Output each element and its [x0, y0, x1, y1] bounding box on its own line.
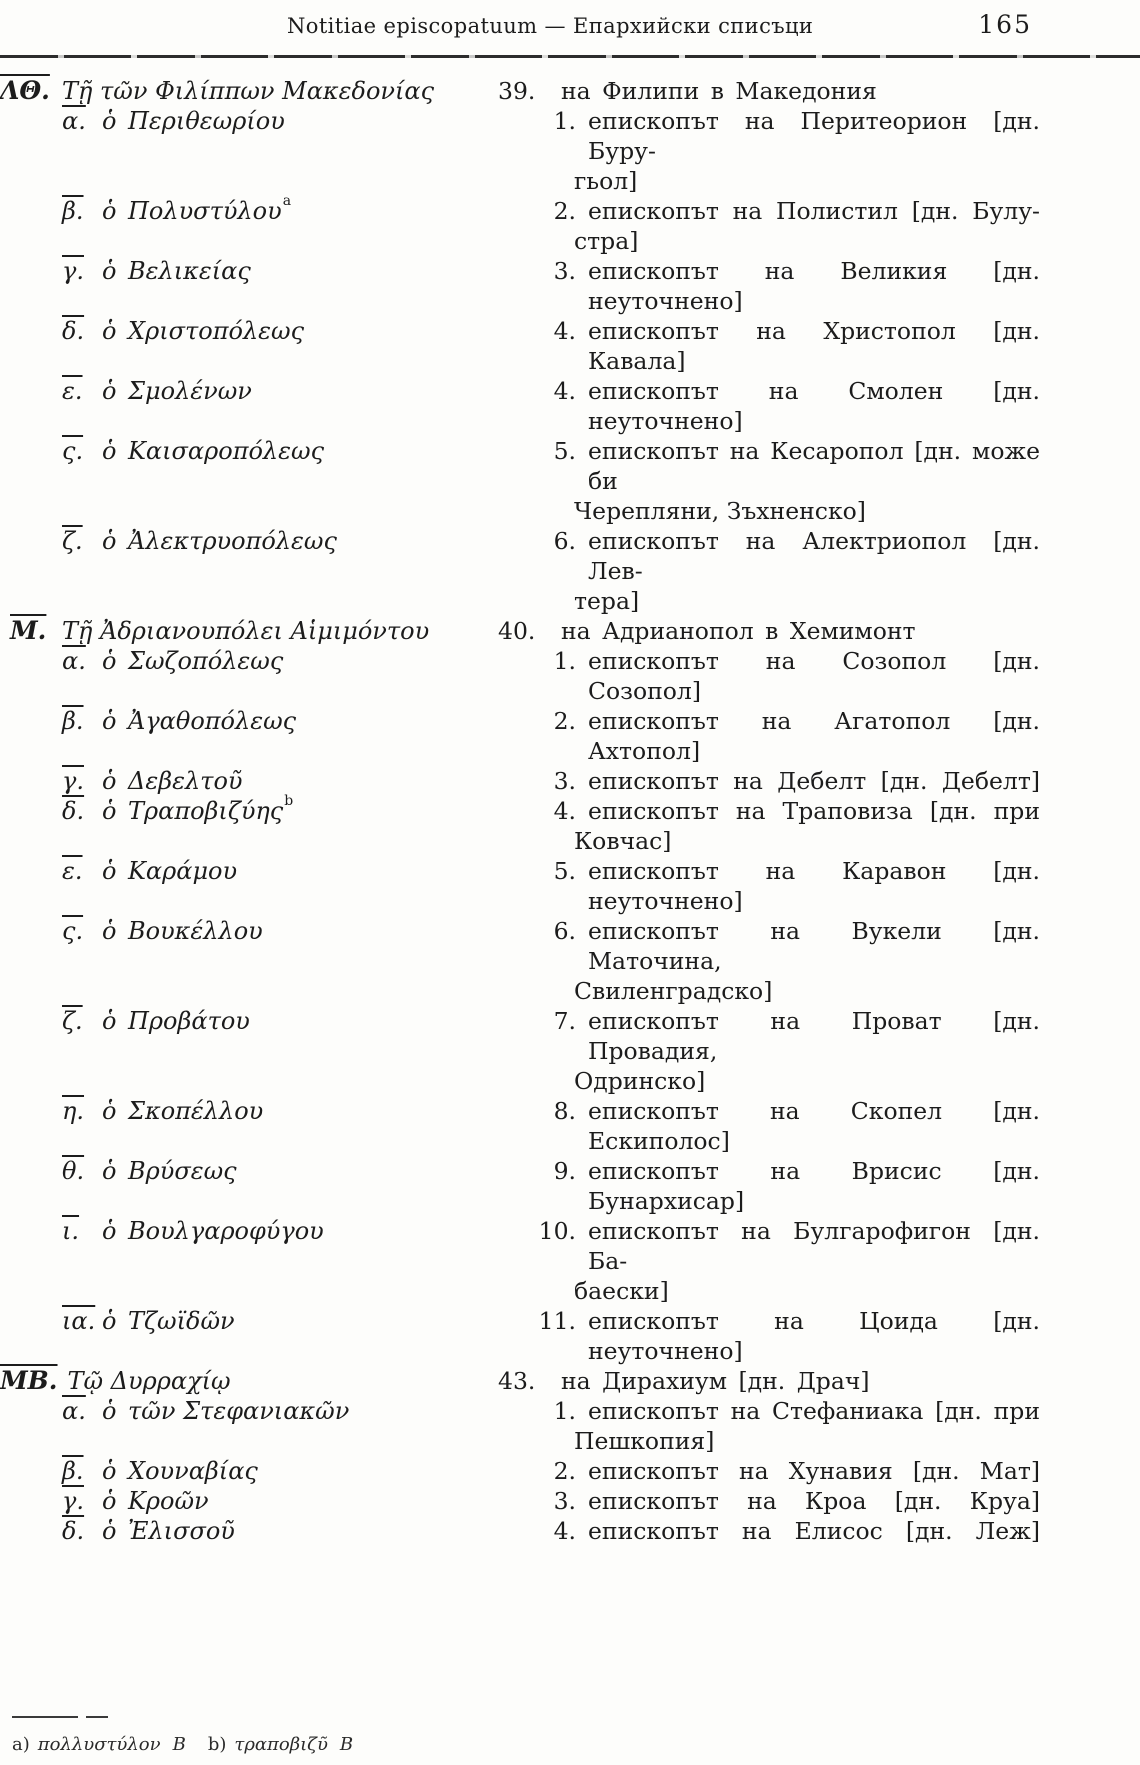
bulgarian-section-title: на Филипи в Македония: [561, 77, 877, 105]
bulgarian-entry-line: епископът на Великия [дн. неуточнено]: [588, 257, 1040, 315]
entry-row: [10, 106, 1040, 196]
greek-section-title: Τῇ Ἀδριανουπόλει Αἱμιμόντου: [62, 617, 430, 645]
greek-see-name: Καισαροπόλεως: [128, 437, 325, 465]
bulgarian-entry-number: 4.: [553, 1517, 576, 1545]
greek-article: ὁ: [102, 107, 117, 135]
footnote-variant-a: πολλυστύλον: [37, 1734, 161, 1755]
bulgarian-entry-number: 4.: [553, 797, 576, 825]
greek-entry-numeral: β.: [62, 1457, 84, 1485]
bulgarian-entry: [498, 526, 1040, 616]
greek-see-name: Σκοπέλλου: [128, 1097, 264, 1125]
greek-entry-numeral: α.: [62, 647, 86, 675]
greek-entry-numeral: ι.: [62, 1217, 80, 1245]
bulgarian-entry-number: 3.: [553, 1487, 576, 1515]
entry-row: [10, 793, 1040, 856]
bulgarian-entry: [498, 196, 1040, 256]
greek-article: ὁ: [102, 1517, 117, 1545]
bulgarian-entry-line: Свиленградско]: [574, 977, 773, 1005]
bulgarian-entry-number: 9.: [553, 1157, 576, 1185]
entry-row: [10, 1096, 1040, 1156]
bulgarian-entry-text: [588, 1306, 1040, 1366]
entry-row: [10, 856, 1040, 916]
bulgarian-entry-line: тера]: [574, 587, 640, 615]
entry-row: [10, 376, 1040, 436]
bulgarian-entry-text: [574, 1216, 1040, 1306]
page-number: 165: [978, 10, 1032, 39]
greek-section-cell: [10, 616, 498, 646]
bulgarian-entry-number: 1.: [553, 1397, 576, 1425]
bulgarian-entry-number: 3.: [553, 257, 576, 285]
greek-entry: [10, 646, 498, 676]
greek-see-name: Περιθεωρίου: [128, 107, 285, 135]
bulgarian-section-cell: [498, 76, 1040, 106]
greek-entry: [10, 1306, 498, 1336]
greek-entry-numeral: ς.: [62, 917, 84, 945]
running-header: [0, 8, 1140, 48]
bulgarian-entry-number: 5.: [553, 437, 576, 465]
greek-entry-numeral: γ.: [62, 767, 84, 795]
greek-entry: [10, 1516, 498, 1546]
bulgarian-section-cell: [498, 616, 1040, 646]
bulgarian-entry-text: [588, 316, 1040, 376]
bulgarian-entry-line: епископът на Агатопол [дн. Ахтопол]: [588, 707, 1040, 765]
greek-see-name: Τραποβιζύης: [128, 797, 284, 825]
greek-article: ὁ: [102, 317, 117, 345]
bulgarian-entry: [498, 106, 1040, 196]
greek-see-name: Σωζοπόλεως: [128, 647, 284, 675]
greek-article: ὁ: [102, 767, 117, 795]
running-header-title: Notitiae episcopatuum — Епархийски списъци: [287, 14, 814, 38]
entry-row: [10, 1156, 1040, 1216]
bulgarian-entry: [498, 766, 1040, 796]
greek-entry: [10, 1396, 498, 1426]
bulgarian-entry-number: 1.: [553, 647, 576, 675]
bulgarian-entry-line: епископът на Хунавия [дн. Мат]: [588, 1457, 1040, 1485]
bulgarian-section-cell: [498, 1366, 1040, 1396]
greek-entry-numeral: α.: [62, 107, 86, 135]
greek-entry: [10, 256, 498, 286]
bulgarian-entry: [498, 256, 1040, 316]
greek-entry: [10, 193, 498, 226]
greek-section-numeral: ΛΘ.: [0, 76, 50, 105]
bulgarian-entry-number: 4.: [553, 317, 576, 345]
bulgarian-entry-number: 8.: [553, 1097, 576, 1125]
bulgarian-entry: [498, 1516, 1040, 1546]
greek-entry-numeral: β.: [62, 197, 84, 225]
greek-entry: [10, 793, 498, 826]
footnote-text: [12, 1734, 612, 1755]
greek-see-name: Πολυστύλου: [128, 197, 282, 225]
bulgarian-entry-text: [588, 1516, 1040, 1546]
entry-row: [10, 916, 1040, 1006]
bulgarian-entry-text: [574, 1006, 1040, 1096]
bulgarian-entry-text: [588, 766, 1040, 796]
bulgarian-entry-text: [574, 916, 1040, 1006]
greek-see-name: Προβάτου: [128, 1007, 250, 1035]
greek-article: ὁ: [102, 797, 117, 825]
bulgarian-entry-text: [588, 256, 1040, 316]
greek-see-name: Ἐλισσοῦ: [128, 1517, 235, 1545]
bulgarian-entry-line: епископът на Траповиза [дн. при: [588, 797, 1040, 825]
bulgarian-entry-line: епископът на Полистил [дн. Булу-: [588, 197, 1040, 225]
entry-row: [10, 316, 1040, 376]
bulgarian-entry: [498, 796, 1040, 856]
bulgarian-entry-line: епископът на Елисос [дн. Леж]: [588, 1517, 1040, 1545]
greek-article: ὁ: [102, 1307, 117, 1335]
greek-article: ὁ: [102, 1217, 117, 1245]
greek-see-name: Βρύσεως: [128, 1157, 237, 1185]
bulgarian-entry-number: 6.: [553, 917, 576, 945]
footnote-marker-superscript: a: [282, 193, 292, 209]
greek-section-cell: [0, 76, 498, 106]
bulgarian-entry: [498, 1306, 1040, 1366]
section-header-row: [0, 1366, 1040, 1396]
footnote-variant-b: τραποβιζῦ: [234, 1734, 328, 1755]
greek-entry-numeral: ε.: [62, 377, 83, 405]
bulgarian-entry-number: 11.: [538, 1307, 576, 1335]
bulgarian-entry-number: 2.: [553, 1457, 576, 1485]
greek-article: ὁ: [102, 1157, 117, 1185]
greek-entry-numeral: η.: [62, 1097, 85, 1125]
bulgarian-entry-line: епископът на Смолен [дн. неуточнено]: [588, 377, 1040, 435]
greek-section-title: Τῇ τῶν Φιλίππων Μακεδονίας: [62, 77, 435, 105]
bulgarian-section-number: 39.: [498, 77, 536, 105]
bulgarian-entry-line: Одринско]: [574, 1067, 706, 1095]
greek-article: ὁ: [102, 527, 117, 555]
bulgarian-entry-text: [588, 646, 1040, 706]
entry-row: [10, 1306, 1040, 1366]
bulgarian-entry-line: епископът на Каравон [дн. неуточнено]: [588, 857, 1040, 915]
bulgarian-entry-text: [588, 1456, 1040, 1486]
bulgarian-entry-line: епископът на Алектриопол [дн. Лев-: [588, 527, 1040, 585]
greek-entry: [10, 1486, 498, 1516]
bulgarian-entry-line: Черепляни, Зъхненско]: [574, 497, 866, 525]
bulgarian-entry-number: 4.: [553, 377, 576, 405]
greek-entry-numeral: γ.: [62, 1487, 84, 1515]
greek-section-title: Τῷ Δυρραχίῳ: [67, 1367, 231, 1395]
bulgarian-entry-line: епископът на Булгарофигон [дн. Ба-: [588, 1217, 1040, 1275]
greek-article: ὁ: [102, 1397, 117, 1425]
footnote-marker-b: b): [207, 1734, 227, 1755]
bulgarian-entry-line: епископът на Созопол [дн. Созопол]: [588, 647, 1040, 705]
entry-row: [10, 1006, 1040, 1096]
bulgarian-entry: [498, 376, 1040, 436]
bulgarian-entry: [498, 1456, 1040, 1486]
bulgarian-entry: [498, 1396, 1040, 1456]
entry-row: [10, 193, 1040, 256]
greek-see-name: Βελικείας: [128, 257, 251, 285]
greek-entry-numeral: ζ.: [62, 1007, 83, 1035]
bulgarian-entry-text: [588, 376, 1040, 436]
bulgarian-entry-line: епископът на Стефаниака [дн. при: [588, 1397, 1040, 1425]
bulgarian-entry-text: [574, 436, 1040, 526]
entry-row: [10, 646, 1040, 706]
entry-row: [10, 706, 1040, 766]
greek-see-name: Σμολένων: [128, 377, 252, 405]
bulgarian-entry-text: [574, 196, 1040, 256]
bulgarian-entry-line: епископът на Дебелт [дн. Дебелт]: [588, 767, 1040, 795]
greek-section-cell: [0, 1366, 498, 1396]
bulgarian-entry-text: [574, 1396, 1040, 1456]
bulgarian-entry-text: [588, 1096, 1040, 1156]
greek-entry: [10, 1096, 498, 1126]
bulgarian-entry-number: 2.: [553, 707, 576, 735]
bulgarian-entry-number: 2.: [553, 197, 576, 225]
greek-see-name: τῶν Στεφανιακῶν: [128, 1397, 350, 1425]
greek-article: ὁ: [102, 1097, 117, 1125]
greek-section-numeral: ΜΒ.: [0, 1366, 58, 1395]
footnote-marker-a: a): [12, 1734, 30, 1755]
entry-row: [10, 1396, 1040, 1456]
greek-see-name: Κροῶν: [128, 1487, 209, 1515]
greek-article: ὁ: [102, 1007, 117, 1035]
bulgarian-entry-text: [574, 106, 1040, 196]
bulgarian-entry-text: [574, 796, 1040, 856]
entry-row: [10, 1486, 1040, 1516]
greek-entry: [10, 526, 498, 556]
bulgarian-entry-line: епископът на Кроа [дн. Круа]: [588, 1487, 1040, 1515]
entry-row: [10, 256, 1040, 316]
greek-entry: [10, 706, 498, 736]
greek-entry-numeral: ς.: [62, 437, 84, 465]
bulgarian-entry-line: стра]: [574, 227, 639, 255]
bulgarian-entry: [498, 916, 1040, 1006]
bulgarian-entry-number: 5.: [553, 857, 576, 885]
greek-article: ὁ: [102, 257, 117, 285]
bulgarian-entry-line: епископът на Кесаропол [дн. може би: [588, 437, 1040, 495]
bulgarian-entry: [498, 706, 1040, 766]
bulgarian-entry-line: епископът на Врисис [дн. Бунархисар]: [588, 1157, 1040, 1215]
greek-see-name: Βουλγαροφύγου: [128, 1217, 324, 1245]
bulgarian-entry-line: Ковчас]: [574, 827, 672, 855]
greek-see-name: Ἀλεκτρυοπόλεως: [128, 527, 337, 555]
bulgarian-entry-line: епископът на Цоида [дн. неуточнено]: [588, 1307, 1040, 1365]
greek-see-name: Βουκέλλου: [128, 917, 263, 945]
greek-see-name: Χουναβίας: [128, 1457, 258, 1485]
bulgarian-section-title: на Адрианопол в Хемимонт: [561, 617, 916, 645]
entry-row: [10, 1516, 1040, 1546]
greek-entry: [10, 856, 498, 886]
greek-entry: [10, 436, 498, 466]
greek-article: ὁ: [102, 917, 117, 945]
greek-entry: [10, 376, 498, 406]
greek-entry: [10, 766, 498, 796]
greek-entry: [10, 1216, 498, 1246]
greek-see-name: Χριστοπόλεως: [128, 317, 305, 345]
section-header-row: [0, 76, 1040, 106]
bulgarian-entry: [498, 1216, 1040, 1306]
greek-entry: [10, 1156, 498, 1186]
bulgarian-entry-number: 6.: [553, 527, 576, 555]
greek-entry: [10, 916, 498, 946]
footnote-siglum-b: B: [339, 1734, 354, 1755]
bulgarian-section-title: на Дирахиум [дн. Драч]: [561, 1367, 870, 1395]
greek-article: ὁ: [102, 377, 117, 405]
footnote-separator-rule: [12, 1716, 108, 1718]
greek-entry-numeral: α.: [62, 1397, 86, 1425]
footnote-block: [12, 1716, 612, 1755]
bulgarian-entry: [498, 1006, 1040, 1096]
greek-entry-numeral: ε.: [62, 857, 83, 885]
entry-row: [10, 436, 1040, 526]
bulgarian-entry-line: Пешкопия]: [574, 1427, 715, 1455]
greek-entry: [10, 1006, 498, 1036]
entry-row: [10, 526, 1040, 616]
entry-row: [10, 1456, 1040, 1486]
greek-entry-numeral: δ.: [62, 317, 85, 345]
greek-entry: [10, 1456, 498, 1486]
bulgarian-entry-text: [588, 856, 1040, 916]
footnote-siglum-a: B: [172, 1734, 186, 1755]
greek-entry-numeral: θ.: [62, 1157, 85, 1185]
greek-entry-numeral: ζ.: [62, 527, 83, 555]
greek-entry-numeral: δ.: [62, 797, 85, 825]
greek-entry-numeral: δ.: [62, 1517, 85, 1545]
greek-see-name: Τζωϊδῶν: [128, 1307, 235, 1335]
bulgarian-entry-line: епископът на Христопол [дн. Кавала]: [588, 317, 1040, 375]
bulgarian-entry: [498, 1486, 1040, 1516]
bulgarian-entry-number: 7.: [553, 1007, 576, 1035]
entry-row: [10, 1216, 1040, 1306]
greek-article: ὁ: [102, 707, 117, 735]
bulgarian-entry: [498, 436, 1040, 526]
greek-article: ὁ: [102, 647, 117, 675]
greek-entry-numeral: ια.: [62, 1307, 96, 1335]
footnote-marker-superscript: b: [284, 793, 294, 809]
bulgarian-entry-line: епископът на Перитеорион [дн. Буру-: [588, 107, 1040, 165]
greek-article: ὁ: [102, 1457, 117, 1485]
greek-see-name: Καράμου: [128, 857, 238, 885]
bulgarian-entry-text: [588, 1486, 1040, 1516]
bulgarian-section-number: 40.: [498, 617, 536, 645]
greek-article: ὁ: [102, 857, 117, 885]
bulgarian-entry: [498, 646, 1040, 706]
bulgarian-entry-line: гьол]: [574, 167, 638, 195]
bulgarian-entry-line: епископът на Проват [дн. Провадия,: [588, 1007, 1040, 1065]
greek-see-name: Ἀγαθοπόλεως: [128, 707, 297, 735]
bulgarian-entry-number: 3.: [553, 767, 576, 795]
bulgarian-entry-text: [588, 1156, 1040, 1216]
greek-article: ὁ: [102, 1487, 117, 1515]
section-header-row: [10, 616, 1040, 646]
bulgarian-entry: [498, 1096, 1040, 1156]
greek-entry-numeral: β.: [62, 707, 84, 735]
greek-entry: [10, 316, 498, 346]
greek-entry-numeral: γ.: [62, 257, 84, 285]
bulgarian-entry-text: [574, 526, 1040, 616]
greek-article: ὁ: [102, 437, 117, 465]
greek-section-numeral: Μ.: [10, 616, 47, 645]
bulgarian-entry-line: епископът на Вукели [дн. Маточина,: [588, 917, 1040, 975]
bulgarian-entry-number: 10.: [538, 1217, 576, 1245]
bulgarian-section-number: 43.: [498, 1367, 536, 1395]
entry-row: [10, 766, 1040, 796]
greek-entry: [10, 106, 498, 136]
bulgarian-entry: [498, 1156, 1040, 1216]
bulgarian-entry-text: [588, 706, 1040, 766]
parallel-text-columns: [0, 76, 1040, 1546]
greek-see-name: Δεβελτοῦ: [128, 767, 243, 795]
bulgarian-entry: [498, 856, 1040, 916]
header-rule: [0, 55, 1140, 58]
bulgarian-entry: [498, 316, 1040, 376]
bulgarian-entry-line: баески]: [574, 1277, 669, 1305]
bulgarian-entry-number: 1.: [553, 107, 576, 135]
greek-article: ὁ: [102, 197, 117, 225]
bulgarian-entry-line: епископът на Скопел [дн. Ескиполос]: [588, 1097, 1040, 1155]
